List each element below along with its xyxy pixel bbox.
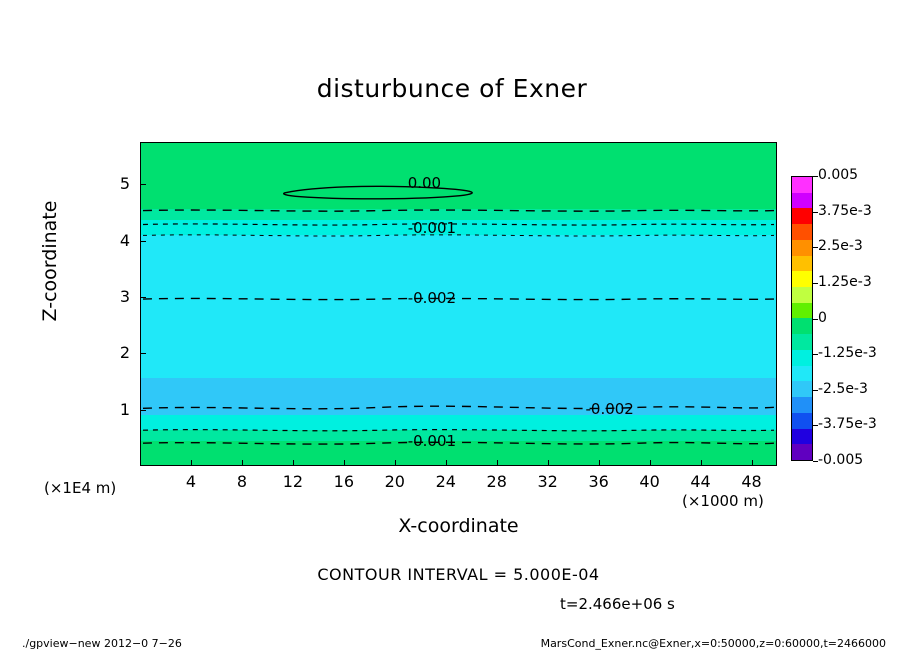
x-axis-unit: (×1000 m) (682, 492, 764, 510)
colorbar-segment (792, 193, 812, 209)
x-tick-mark (650, 460, 651, 466)
y-tick-mark (140, 353, 146, 354)
colorbar-tick-label: 3.75e-3 (818, 202, 872, 219)
x-tick-mark (701, 460, 702, 466)
x-tick-label: 48 (741, 472, 762, 491)
y-axis-unit: (×1E4 m) (44, 479, 117, 497)
colorbar-tick-label: -2.5e-3 (818, 380, 868, 397)
y-tick-mark (140, 241, 146, 242)
x-tick-label: 12 (282, 472, 304, 491)
contour-lines (141, 143, 776, 465)
colorbar-tick-label: -0.005 (818, 452, 864, 468)
contour-label: -0.002 (585, 399, 634, 418)
y-tick-mark (140, 297, 146, 298)
colorbar-segment (792, 177, 812, 193)
x-tick-label: 4 (185, 472, 197, 491)
colorbar-segment (792, 256, 812, 272)
x-tick-label: 8 (236, 472, 247, 491)
y-tick-mark (140, 184, 146, 185)
colorbar-segment (792, 224, 812, 240)
x-tick-label: 20 (384, 472, 405, 491)
colorbar (791, 176, 813, 461)
colorbar-tick-mark (813, 212, 818, 213)
x-tick-mark (242, 460, 243, 466)
colorbar-tick-mark (813, 319, 818, 320)
colorbar-tick-label: 0 (818, 309, 827, 326)
colorbar-segment (792, 397, 812, 413)
colorbar-segment (792, 444, 812, 460)
x-tick-mark (395, 460, 396, 466)
x-tick-label: 36 (588, 472, 609, 491)
colorbar-segment (792, 287, 812, 303)
colorbar-segment (792, 318, 812, 334)
contour-label: -0.001 (407, 431, 457, 450)
y-tick-label: 2 (119, 343, 130, 363)
plot-area (140, 142, 777, 466)
y-tick-label: 3 (119, 286, 130, 306)
colorbar-segment (792, 429, 812, 445)
colorbar-tick-label: 1.25e-3 (818, 273, 872, 290)
x-tick-mark (191, 460, 192, 466)
x-tick-mark (548, 460, 549, 466)
x-tick-label: 24 (435, 472, 456, 491)
colorbar-segment (792, 381, 812, 397)
y-axis-label: Z-coordinate (39, 200, 61, 322)
footer-left-text: ./gpview−new 2012−0 7−26 (22, 637, 182, 650)
colorbar-segment (792, 334, 812, 350)
colorbar-tick-label: -3.75e-3 (818, 416, 877, 433)
colorbar-tick-mark (813, 425, 818, 426)
colorbar-tick-mark (813, 461, 818, 462)
x-tick-mark (344, 460, 345, 466)
x-tick-label: 40 (639, 472, 660, 491)
page-title: disturbunce of Exner (316, 74, 588, 103)
contour-label: -0.002 (407, 288, 457, 307)
x-tick-mark (752, 460, 753, 466)
time-stamp-text: t=2.466e+06 s (560, 595, 675, 613)
y-tick-label: 1 (119, 399, 130, 419)
colorbar-segment (792, 208, 812, 224)
colorbar-segment (792, 240, 812, 256)
x-tick-label: 16 (333, 472, 354, 491)
contour-label: 0.00 (407, 174, 442, 193)
x-tick-mark (497, 460, 498, 466)
x-tick-label: 44 (690, 472, 711, 491)
colorbar-segment (792, 366, 812, 382)
x-tick-mark (599, 460, 600, 466)
colorbar-segment (792, 303, 812, 319)
colorbar-tick-label: 0.005 (818, 167, 859, 183)
colorbar-tick-mark (813, 390, 818, 391)
x-tick-label: 28 (486, 472, 507, 491)
x-axis-label: X-coordinate (398, 515, 519, 537)
colorbar-tick-label: -1.25e-3 (818, 345, 877, 362)
y-tick-mark (140, 410, 146, 411)
colorbar-tick-mark (813, 247, 818, 248)
y-tick-label: 5 (119, 174, 130, 194)
colorbar-segment (792, 413, 812, 429)
footer-right-text: MarsCond_Exner.nc@Exner,x=0:50000,z=0:60000,t=2466000 (540, 637, 886, 650)
x-tick-label: 32 (537, 472, 558, 491)
colorbar-tick-label: 2.5e-3 (818, 238, 863, 255)
contour-label: -0.001 (407, 219, 457, 238)
colorbar-segment (792, 271, 812, 287)
colorbar-segment (792, 350, 812, 366)
x-tick-mark (446, 460, 447, 466)
colorbar-tick-mark (813, 176, 818, 177)
colorbar-tick-mark (813, 354, 818, 355)
contour-interval-text: CONTOUR INTERVAL = 5.000E-04 (317, 565, 600, 584)
y-tick-label: 4 (119, 230, 130, 250)
colorbar-tick-mark (813, 283, 818, 284)
x-tick-mark (293, 460, 294, 466)
